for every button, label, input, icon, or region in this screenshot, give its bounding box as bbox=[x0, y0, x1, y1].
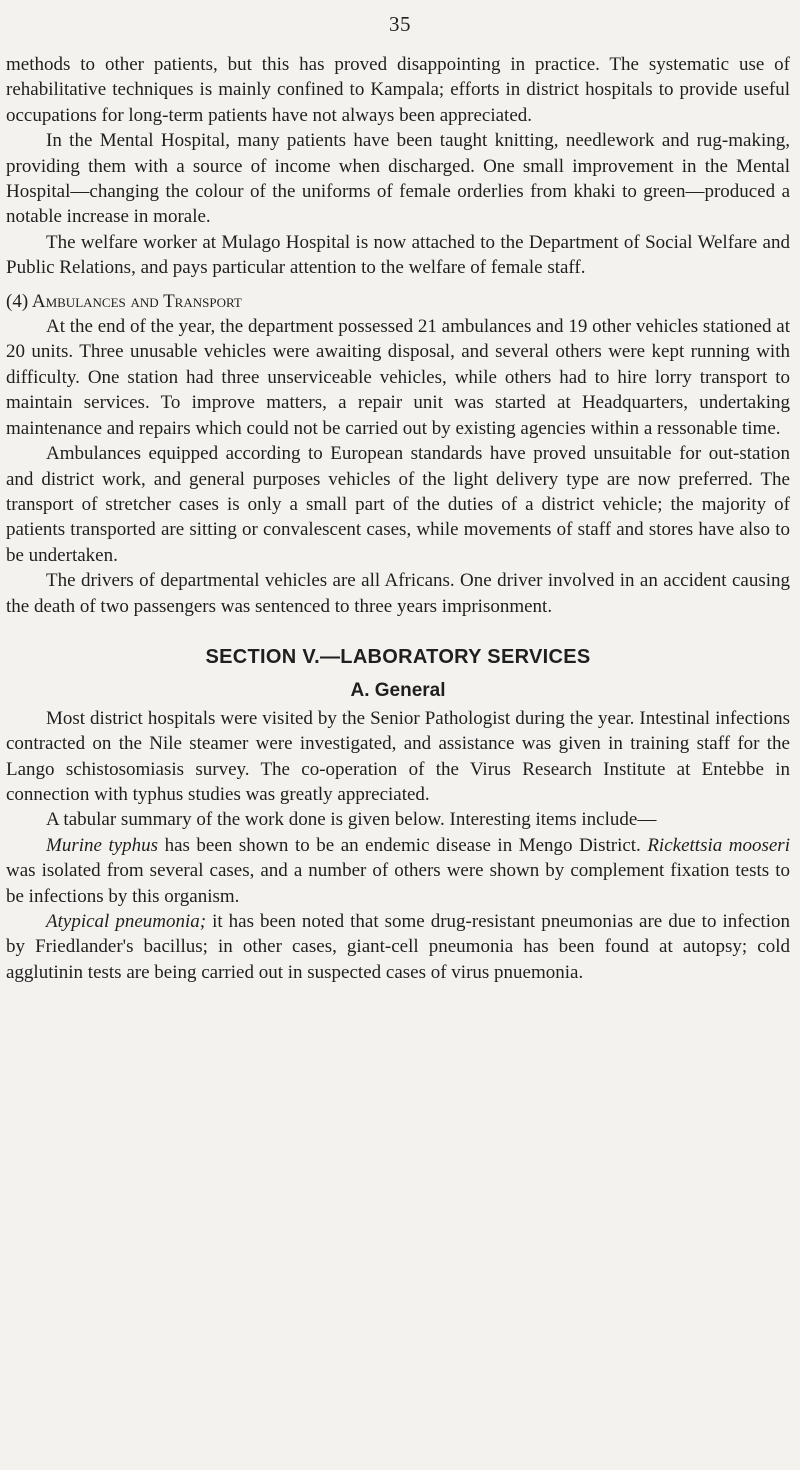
section-heading-laboratory: SECTION V.—LABORATORY SERVICES bbox=[205, 645, 591, 668]
paragraph-mental-hospital: In the Mental Hospital, many patients have been taught knitting, needlework and rug-making, providing them with a source of income when discharged. One small improvement in the Mental Hospital—changing the colour of the uniforms of female orderlies from khaki to green—produced a notable increase in morale. bbox=[6, 130, 790, 228]
text-atypical-pneumonia: it has been noted that some drug-resistant pneumonias are due to infection by Friedlander's bacillus; in other cases, giant-cell pneumonia has been found at autopsy; cold agglutinin tests are being carried out in suspected cases of virus pnuemonia. bbox=[6, 911, 790, 983]
text-murine-typhus-b: was isolated from several cases, and a number of others were shown by complement fixation tests to be infections by this organism. bbox=[6, 860, 790, 907]
paragraph-murine-typhus bbox=[6, 833, 790, 909]
paragraph-ambulance-standards: Ambulances equipped according to European standards have proved unsuitable for out-station and district work, and general purposes vehicles of the light delivery type are now preferred. The transport of stretcher cases is only a small part of the duties of a district vehicle; the majority of patients transported are sitting or convalescent cases, while movements of staff and stores have also to be undertaken. bbox=[6, 443, 790, 566]
paragraph-atypical-pneumonia bbox=[6, 909, 790, 985]
heading-ambulances-transport: (4) Ambulances and Transport bbox=[6, 290, 242, 312]
body-text bbox=[6, 52, 790, 985]
paragraph-vehicles: At the end of the year, the department possessed 21 ambulances and 19 other vehicles stationed at 20 units. Three unusable vehicles were awaiting disposal, and several others were kept running with difficulty. One station had three unserviceable vehicles, while others had to hire lorry transport to maintain services. To improve matters, a repair unit was started at Headquarters, undertaking maintenance and repairs which could not be carried out by existing agencies within a ressonable time. bbox=[6, 316, 790, 439]
text-murine-typhus-a: has been shown to be an endemic disease in Mengo District. bbox=[158, 834, 648, 856]
page-number: 35 bbox=[389, 12, 411, 36]
paragraph-drivers: The drivers of departmental vehicles are all Africans. One driver involved in an accident causing the death of two passengers was sentenced to three years imprisonment. bbox=[6, 570, 790, 617]
term-murine-typhus: Murine typhus bbox=[46, 834, 159, 856]
paragraph-welfare-worker: The welfare worker at Mulago Hospital is now attached to the Department of Social Welfare and Public Relations, and pays particular attention to the welfare of female staff. bbox=[6, 231, 790, 279]
paragraph-tabular-summary: A tabular summary of the work done is given below. Interesting items include— bbox=[46, 809, 657, 831]
term-atypical-pneumonia: Atypical pneumonia; bbox=[46, 911, 207, 932]
term-rickettsia-mooseri: Rickettsia mooseri bbox=[647, 834, 790, 856]
paragraph-rehabilitation: methods to other patients, but this has proved disappointing in practice. The systematic use of rehabilitative techniques is mainly confined to Kampala; efforts in district hospitals to provide useful occupations for long-term patients have not always been appreciated. bbox=[6, 54, 790, 126]
paragraph-pathologist: Most district hospitals were visited by the Senior Pathologist during the year. Intestinal infections contracted on the Nile steamer were investigated, and assistance was given in training staff for the Lango schistosomiasis survey. The co-operation of the Virus Research Institute at Entebbe in connection with typhus studies was greatly appreciated. bbox=[6, 707, 790, 805]
sub-heading-general: A. General bbox=[350, 680, 446, 702]
